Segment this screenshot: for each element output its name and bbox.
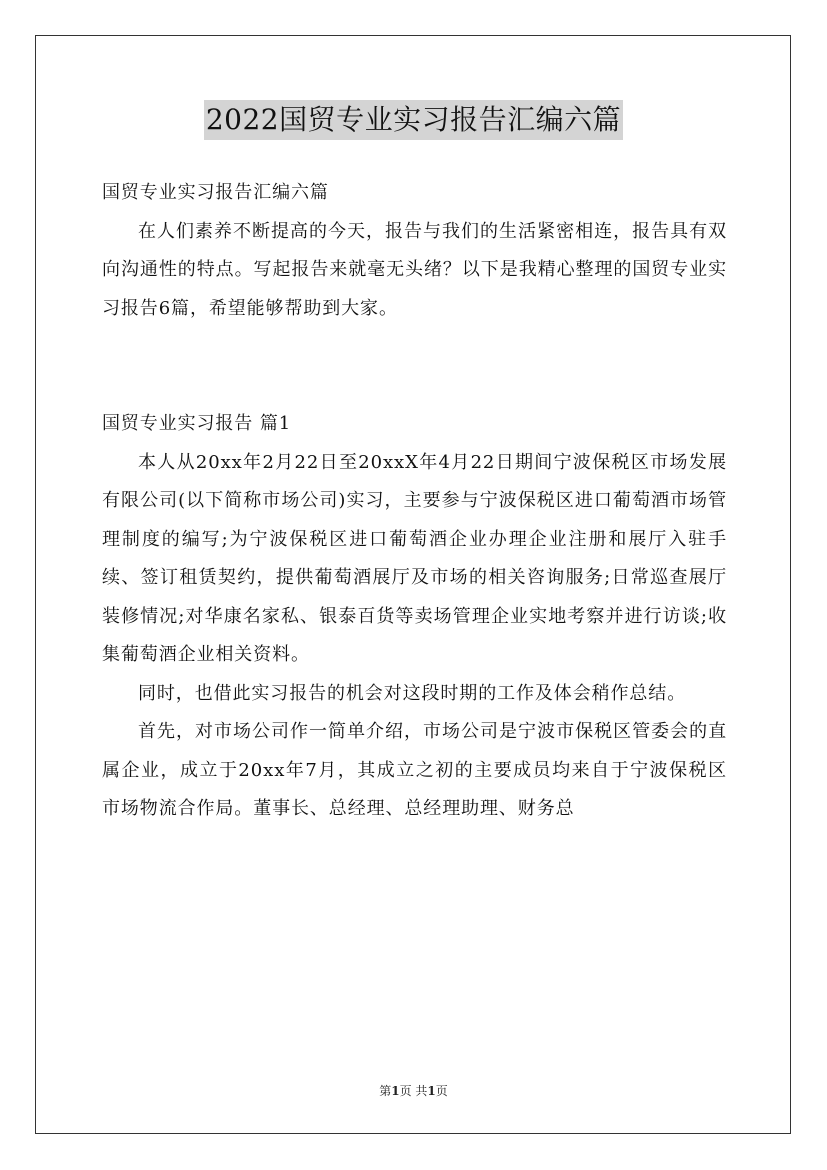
page-footer (0, 1083, 827, 1099)
title-container (0, 100, 827, 140)
footer-suffix: 页 (435, 1084, 448, 1098)
footer-mid: 页 共 (399, 1084, 428, 1098)
document-title: 2022国贸专业实习报告汇编六篇 (204, 100, 623, 140)
intro-paragraph: 在人们素养不断提高的今天，报告与我们的生活紧密相连，报告具有双向沟通性的特点。写起报告来就毫无头绪？以下是我精心整理的国贸专业实习报告6篇，希望能够帮助到大家。 (102, 220, 727, 319)
footer-page-total: 1 (427, 1084, 436, 1098)
document-body (102, 174, 727, 829)
body-paragraph-3: 首先，对市场公司作一简单介绍，市场公司是宁波市保税区管委会的直属企业，成立于20xx年7月，其成立之初的主要成员均来自于宁波保税区市场物流合作局。董事长、总经理、总经理助理、财务总 (102, 721, 727, 819)
section-heading: 国贸专业实习报告 篇1 (102, 413, 292, 434)
footer-prefix: 第 (379, 1084, 392, 1098)
document-subtitle: 国贸专业实习报告汇编六篇 (102, 182, 329, 203)
section-spacer (102, 328, 727, 405)
footer-page-number: 1 (391, 1084, 400, 1098)
body-paragraph-1: 本人从20xx年2月22日至20xxX年4月22日期间宁波保税区市场发展有限公司(以下简称市场公司)实习，主要参与宁波保税区进口葡萄酒市场管理制度的编写;为宁波保税区进口葡萄酒企业办理企业注册和展厅入驻手续、签订租赁契约，提供葡萄酒展厅及市场的相关咨询服务;日常巡查展厅装修情况;对华康名家私、银泰百货等卖场管理企业实地考察并进行访谈;收集葡萄酒企业相关资料。 (102, 451, 727, 665)
body-paragraph-2: 同时，也借此实习报告的机会对这段时期的工作及体会稍作总结。 (138, 682, 687, 704)
